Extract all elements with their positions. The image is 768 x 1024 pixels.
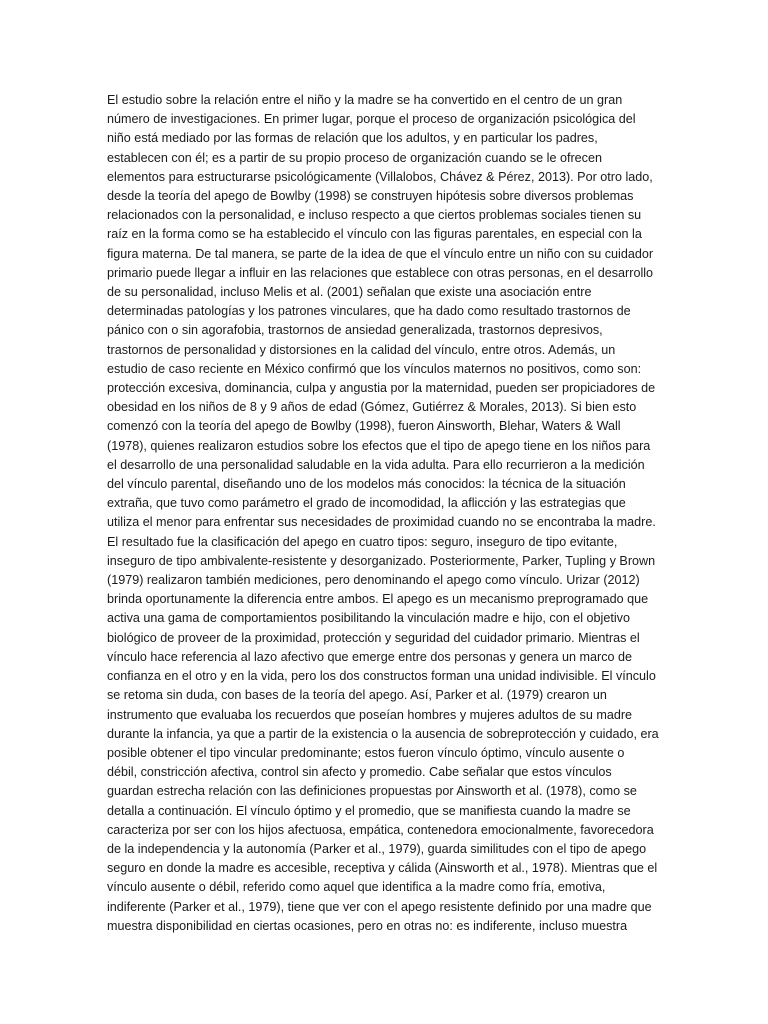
- paragraph-line: se retoma sin duda, con bases de la teoría del apego. Así, Parker et al. (1979) crearon un: [107, 688, 607, 703]
- paragraph-line: El resultado fue la clasificación del apego en cuatro tipos: seguro, inseguro de tipo evitante,: [107, 534, 618, 549]
- paragraph-line: trastornos de personalidad y distorsiones en la calidad del vínculo, entre otros. Además, un: [107, 342, 616, 357]
- paragraph-line: protección excesiva, dominancia, culpa y angustia por la maternidad, pueden ser propiciadores de: [107, 381, 656, 396]
- paragraph-line: establecen con él; es a partir de su propio proceso de organización cuando se le ofrecen: [107, 150, 602, 165]
- paragraph-line: figura materna. De tal manera, se parte de la idea de que el vínculo entre un niño con su cuidador: [107, 246, 654, 261]
- paragraph-line: activa una gama de comportamientos posibilitando la vinculación madre e hijo, con el objetivo: [107, 611, 630, 626]
- paragraph-line: desde la teoría del apego de Bowlby (1998) se construyen hipótesis sobre diversos problemas: [107, 189, 634, 204]
- paragraph-line: durante la infancia, ya que a partir de la existencia o la ausencia de sobreprotección y cuidado, era: [107, 726, 659, 741]
- paragraph-line: vínculo hace referencia al lazo afectivo que emerge entre dos personas y genera un marco de: [107, 649, 633, 664]
- paragraph-line: elementos para estructurarse psicológicamente (Villalobos, Chávez & Pérez, 2013). Por otro lado,: [107, 169, 653, 184]
- paragraph-line: (1979) realizaron también mediciones, pero denominando el apego como vínculo. Urizar (2012): [107, 573, 640, 588]
- paragraph-line: confianza en el otro y en la vida, pero los dos constructos forman una unidad indivisible. El vínculo: [107, 669, 656, 684]
- paragraph-line: determinadas patologías y los patrones vinculares, que ha dado como resultado trastornos de: [107, 304, 631, 319]
- paragraph-line: niño está mediado por las formas de relación que los adultos, y en particular los padres,: [107, 131, 598, 146]
- paragraph-line: instrumento que evaluaba los recuerdos que poseían hombres y mujeres adultos de su madre: [107, 707, 633, 722]
- paragraph-line: detalla a continuación. El vínculo óptimo y el promedio, que se manifiesta cuando la madre se: [107, 803, 631, 818]
- paragraph-line: obesidad en los niños de 8 y 9 años de edad (Gómez, Gutiérrez & Morales, 2013). Si bien esto: [107, 400, 637, 415]
- paragraph-line: extraña, que tuvo como parámetro el grado de incomodidad, la aflicción y las estrategias que: [107, 496, 626, 511]
- paragraph-line: utiliza el menor para enfrentar sus necesidades de proximidad cuando no se encontraba la madre.: [107, 515, 656, 530]
- paragraph-line: vínculo ausente o débil, referido como aquel que identifica a la madre como fría, emotiva,: [107, 880, 606, 895]
- paragraph-line: indiferente (Parker et al., 1979), tiene que ver con el apego resistente definido por una madre que: [107, 899, 652, 914]
- paragraph-line: del vínculo parental, diseñando uno de los modelos más conocidos: la técnica de la situación: [107, 477, 626, 492]
- paragraph-line: muestra disponibilidad en ciertas ocasiones, pero en otras no: es indiferente, incluso muestra: [107, 918, 628, 933]
- paragraph-line: comenzó con la teoría del apego de Bowlby (1998), fueron Ainsworth, Blehar, Waters & Wall: [107, 419, 621, 434]
- body-paragraph: [107, 91, 667, 936]
- paragraph-line: guardan estrecha relación con las definiciones propuestas por Ainsworth et al. (1978), como se: [107, 784, 637, 799]
- paragraph-line: de su personalidad, incluso Melis et al. (2001) señalan que existe una asociación entre: [107, 285, 592, 300]
- paragraph-line: posible obtener el tipo vincular predominante; estos fueron vínculo óptimo, vínculo ausente o: [107, 745, 625, 760]
- paragraph-line: raíz en la forma como se ha establecido el vínculo con las figuras parentales, en especial con la: [107, 227, 642, 242]
- paragraph-line: de la independencia y la autonomía (Parker et al., 1979), guarda similitudes con el tipo de apego: [107, 841, 647, 856]
- paragraph-line: primario puede llegar a influir en las relaciones que establece con otras personas, en el desarrollo: [107, 265, 654, 280]
- paragraph-line: número de investigaciones. En primer lugar, porque el proceso de organización psicológica del: [107, 112, 636, 127]
- paragraph-line: pánico con o sin agorafobia, trastornos de ansiedad generalizada, trastornos depresivos,: [107, 323, 603, 338]
- paragraph-line: relacionados con la personalidad, e incluso respecto a que ciertos problemas sociales tienen su: [107, 208, 642, 223]
- paragraph-line: estudio de caso reciente en México confirmó que los vínculos maternos no positivos, como son:: [107, 361, 642, 376]
- paragraph-line: seguro en donde la madre es accesible, receptiva y cálida (Ainsworth et al., 1978). Mientras que el: [107, 861, 658, 876]
- paragraph-line: inseguro de tipo ambivalente-resistente y desorganizado. Posteriormente, Parker, Tupling y Brown: [107, 553, 656, 568]
- paragraph-line: (1978), quienes realizaron estudios sobre los efectos que el tipo de apego tiene en los niños para: [107, 438, 651, 453]
- paragraph-line: brinda oportunamente la diferencia entre ambos. El apego es un mecanismo preprogramado que: [107, 592, 649, 607]
- paragraph-line: caracteriza por ser con los hijos afectuosa, empática, contenedora emocionalmente, favorecedora: [107, 822, 654, 837]
- paragraph-line: débil, constricción afectiva, control sin afecto y promedio. Cabe señalar que estos vínculos: [107, 765, 612, 780]
- paragraph-line: biológico de proveer de la proximidad, protección y seguridad del cuidador primario. Mientras el: [107, 630, 640, 645]
- paragraph-line: El estudio sobre la relación entre el niño y la madre se ha convertido en el centro de un gran: [107, 93, 623, 107]
- paragraph-line: el desarrollo de una personalidad saludable en la vida adulta. Para ello recurrieron a la medición: [107, 457, 645, 472]
